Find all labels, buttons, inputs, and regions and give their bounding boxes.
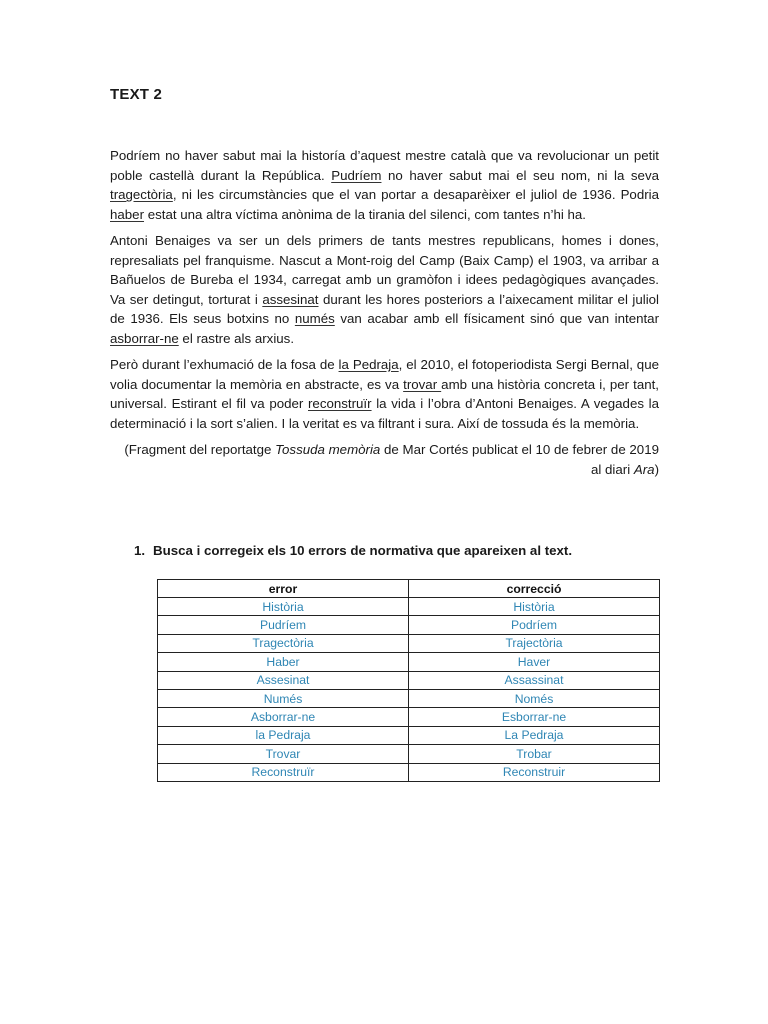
text-run: la vida i l’obra d’Antoni Benaiges. A vegades la determinació i la sort s’alien. I la veritat es va filtrant i sura. Així de tossuda és la memòria.: [110, 396, 660, 431]
work-title: Tossuda memòria: [275, 442, 381, 457]
correction-cell: Història: [409, 598, 660, 616]
underlined-error: numés: [294, 311, 335, 326]
error-cell: Reconstruïr: [158, 763, 409, 781]
corrections-table: [157, 579, 660, 782]
text-run: durant les hores posteriors a l’aixecament militar el juliol de 1936. Els seus botxins no: [110, 291, 659, 326]
text-run: , ni les circumstàncies que el van portar a desaparèixer el juliol de 1936. Podria: [172, 187, 659, 202]
underlined-error: reconstruïr: [308, 396, 372, 411]
question-prompt: Busca i corregeix els 10 errors de normativa que apareixen al text.: [153, 543, 573, 558]
error-cell: Tragectòria: [158, 634, 409, 652]
exercise-question: [134, 543, 572, 558]
underlined-error: tragectòria: [110, 187, 173, 202]
error-cell: Assesinat: [158, 671, 409, 689]
column-header-error: error: [158, 580, 409, 598]
article-text: [110, 146, 659, 486]
newspaper-name: Ara: [633, 461, 655, 477]
paragraph-3: [110, 355, 659, 433]
source-citation: [110, 440, 659, 479]
table-row: [158, 671, 660, 689]
text-run: amb una història concreta i, per tant, universal. Estirant el fil va poder: [110, 376, 659, 411]
table-row: [158, 726, 660, 744]
table-row: [158, 708, 660, 726]
text-run: estat una altra víctima anònima de la tirania del silenci, com tantes n’hi ha.: [144, 206, 587, 222]
correction-cell: Haver: [409, 653, 660, 671]
text-run: ): [654, 461, 659, 477]
correction-cell: Assassinat: [409, 671, 660, 689]
correction-cell: Esborrar-ne: [409, 708, 660, 726]
text-run: (Fragment del reportatge: [124, 442, 276, 457]
text-run: , el 2010, el fotoperiodista Sergi Bernal, que volia documentar la memòria en abstracte, es va: [110, 357, 659, 392]
column-header-correction: correcció: [409, 580, 660, 598]
correction-cell: La Pedraja: [409, 726, 660, 744]
text-run: el rastre als arxius.: [178, 330, 295, 346]
correction-cell: Només: [409, 689, 660, 707]
underlined-error: la Pedraja: [338, 357, 399, 372]
error-cell: Haber: [158, 653, 409, 671]
correction-cell: Reconstruir: [409, 763, 660, 781]
table-row: [158, 763, 660, 781]
table-row: [158, 616, 660, 634]
error-cell: Pudríem: [158, 616, 409, 634]
underlined-error: trovar: [403, 376, 442, 392]
paragraph-2: [110, 231, 659, 348]
table-row: [158, 634, 660, 652]
text-run: Podríem no haver sabut mai la historía d’aquest mestre català que va revolucionar un petit poble castellà durant la República.: [110, 148, 659, 183]
table-row: [158, 653, 660, 671]
error-cell: Numés: [158, 689, 409, 707]
error-cell: Trovar: [158, 745, 409, 763]
text-run: de Mar Cortés publicat el 10 de febrer de 2019 al diari: [380, 442, 659, 477]
table-row: [158, 689, 660, 707]
error-cell: Història: [158, 598, 409, 616]
document-title: TEXT 2: [110, 86, 163, 103]
underlined-error: Pudríem: [331, 167, 382, 183]
question-number: 1.: [134, 543, 146, 558]
table-header-row: [158, 580, 660, 598]
correction-cell: Trajectòria: [409, 634, 660, 652]
correction-cell: Trobar: [409, 745, 660, 763]
correction-cell: Podríem: [409, 616, 660, 634]
text-run: van acabar amb ell físicament sinó que van intentar: [334, 311, 659, 326]
table-row: [158, 745, 660, 763]
text-run: Antoni Benaiges va ser un dels primers de tants mestres republicans, homes i dones, represaliats pel franquisme. Nascut a Mont-roig del Camp (Baix Camp) el 1903, va arribar a Bañuelos de Bureba el 1934, carregat amb un gramòfon i idees pedagògiques avançades. Va ser detingut, torturat i: [110, 233, 659, 307]
table-row: [158, 598, 660, 616]
error-cell: Asborrar-ne: [158, 708, 409, 726]
underlined-error: haber: [110, 206, 145, 222]
underlined-error: assesinat: [262, 291, 319, 307]
paragraph-1: [110, 146, 659, 224]
text-run: Però durant l’exhumació de la fosa de: [110, 357, 339, 372]
underlined-error: asborrar-ne: [110, 330, 179, 346]
text-run: no haver sabut mai el seu nom, ni la seva: [381, 167, 659, 183]
error-cell: la Pedraja: [158, 726, 409, 744]
